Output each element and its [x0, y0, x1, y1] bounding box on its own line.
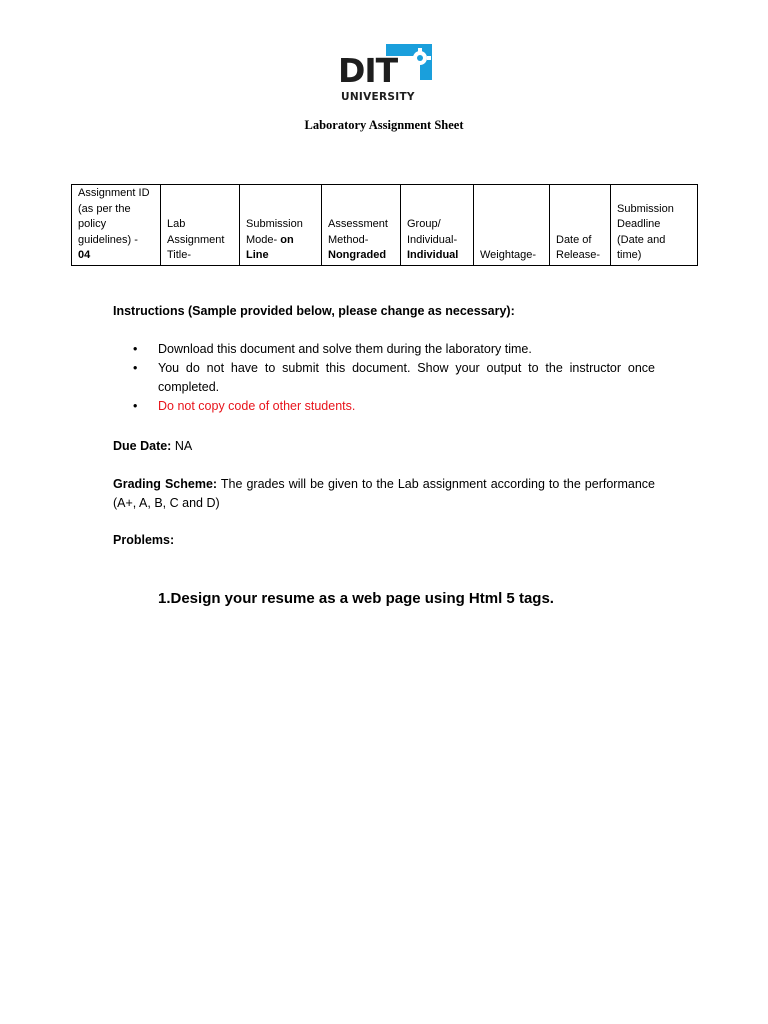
- problem-1: 1.Design your resume as a web page using Html 5 tags.: [158, 590, 554, 607]
- due-date: Due Date: NA: [113, 439, 193, 453]
- logo-text: DIT: [338, 51, 398, 90]
- dit-university-logo: [338, 44, 434, 106]
- cell-lab-title: Lab Assignment Title-: [161, 185, 240, 266]
- cell-submission-deadline: Submission Deadline (Date and time): [611, 185, 698, 266]
- list-item: • Do not copy code of other students.: [133, 399, 356, 413]
- cell-weightage: Weightage-: [474, 185, 550, 266]
- logo-subtext: UNIVERSITY: [341, 91, 415, 103]
- instructions-heading: Instructions (Sample provided below, please change as necessary):: [113, 304, 515, 318]
- assignment-info-table: [71, 184, 698, 266]
- problems-heading: Problems:: [113, 533, 175, 547]
- list-item: • Download this document and solve them during the laboratory time.: [133, 342, 532, 356]
- cell-group: Group/ Individual- Individual: [401, 185, 474, 266]
- cell-submission-mode: Submission Mode- on Line: [240, 185, 322, 266]
- cell-assignment-id: Assignment ID (as per the policy guidelines) - 04: [72, 185, 161, 266]
- page-title: Laboratory Assignment Sheet: [304, 118, 464, 132]
- list-item: • You do not have to submit this document. Show your output to the instructor once completed.: [133, 361, 655, 394]
- instructions-list: [113, 340, 655, 416]
- grading-scheme: Grading Scheme: The grades will be given to the Lab assignment according to the performance (A+, A, B, C and D): [113, 477, 655, 510]
- cell-assessment-method: Assessment Method- Nongraded: [322, 185, 401, 266]
- cell-date-of-release: Date of Release-: [550, 185, 611, 266]
